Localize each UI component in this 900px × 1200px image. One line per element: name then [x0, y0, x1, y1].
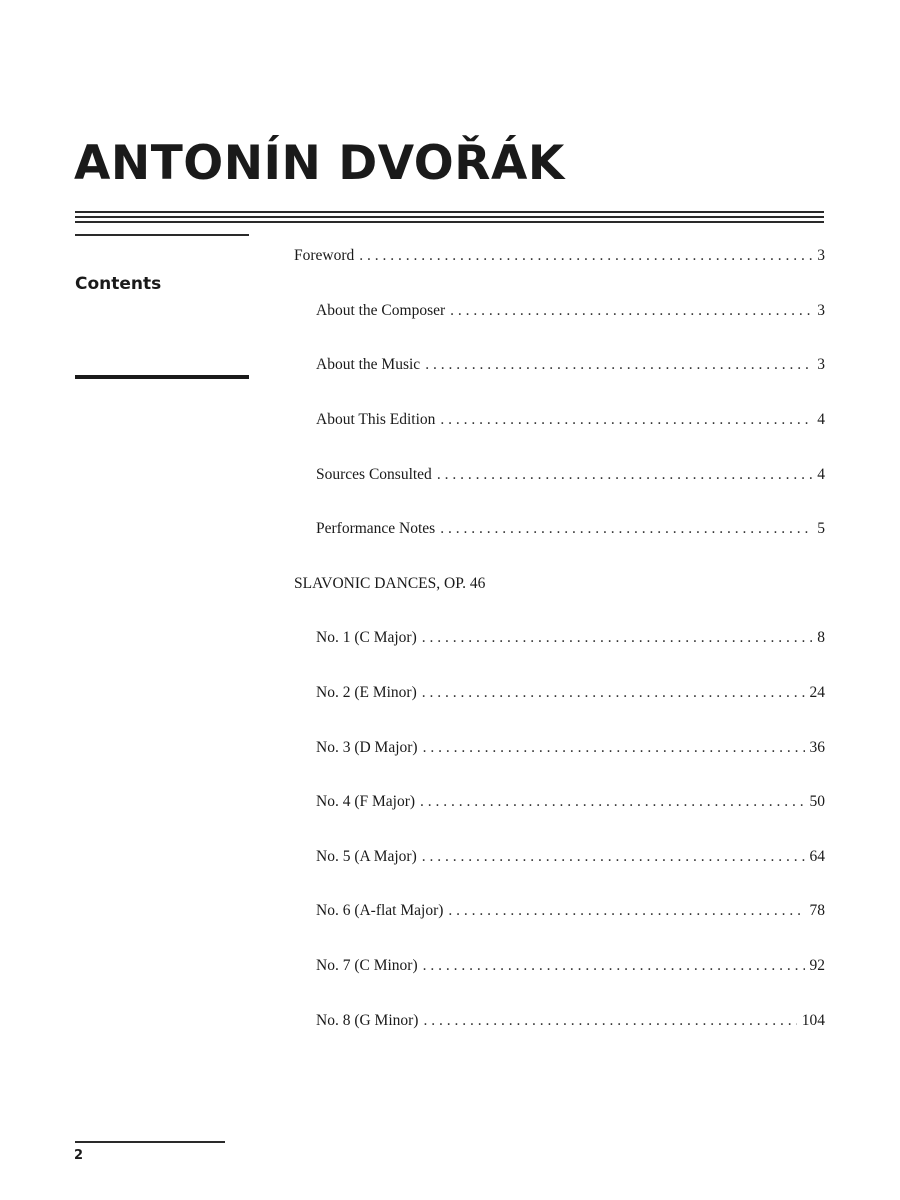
toc-entry-foreword[interactable]: [294, 229, 825, 284]
toc-entry-page: 64: [809, 847, 825, 865]
title-rule-2: [75, 216, 824, 218]
toc-dot-leader: [422, 629, 812, 647]
toc-dot-leader: [437, 466, 812, 484]
toc-entry-page: 3: [817, 301, 825, 319]
toc-entry-no-2[interactable]: [294, 666, 825, 721]
toc-entry-page: 3: [817, 247, 825, 265]
toc-entry-no-1[interactable]: [294, 611, 825, 666]
toc-entry-label: No. 6 (A-flat Major): [316, 902, 444, 920]
toc-entry-page: 8: [817, 629, 825, 647]
toc-dot-leader: [440, 520, 812, 538]
toc-entry-about-this-edition[interactable]: [294, 393, 825, 448]
toc-section-heading: [294, 557, 825, 612]
toc-entry-no-5[interactable]: [294, 830, 825, 885]
page-title: ANTONÍN DVOŘÁK: [74, 136, 565, 191]
toc-entry-page: 92: [809, 957, 825, 975]
toc-entry-no-8[interactable]: [294, 993, 825, 1048]
toc-entry-label: No. 4 (F Major): [316, 793, 416, 811]
toc-dot-leader: [423, 739, 805, 757]
contents-heading: Contents: [75, 274, 162, 294]
toc-entry-label: No. 3 (D Major): [316, 738, 418, 756]
toc-dot-leader: [448, 902, 804, 920]
table-of-contents: [294, 229, 825, 1048]
toc-entry-label: No. 1 (C Major): [316, 629, 417, 647]
toc-dot-leader: [440, 411, 812, 429]
toc-entry-label: No. 5 (A Major): [316, 847, 417, 865]
toc-dot-leader: [450, 302, 812, 320]
toc-dot-leader: [420, 793, 804, 811]
toc-entry-label: About the Music: [316, 356, 421, 374]
toc-entry-about-the-music[interactable]: [294, 338, 825, 393]
toc-entry-no-3[interactable]: [294, 720, 825, 775]
toc-entry-label: Sources Consulted: [316, 465, 432, 483]
toc-entry-no-4[interactable]: [294, 775, 825, 830]
toc-entry-label: No. 8 (G Minor): [316, 1011, 419, 1029]
toc-dot-leader: [422, 684, 805, 702]
sidebar-rule-bottom: [75, 375, 249, 379]
toc-entry-page: 36: [809, 738, 825, 756]
toc-entry-label: About This Edition: [316, 411, 436, 429]
toc-entry-page: 78: [809, 902, 825, 920]
toc-dot-leader: [423, 1012, 796, 1030]
sidebar-rule-top: [75, 234, 249, 236]
toc-dot-leader: [359, 247, 812, 265]
toc-entry-label: Performance Notes: [316, 520, 436, 538]
toc-entry-page: 104: [801, 1011, 825, 1029]
toc-dot-leader: [422, 848, 805, 866]
toc-entry-performance-notes[interactable]: [294, 502, 825, 557]
toc-entry-no-6[interactable]: [294, 884, 825, 939]
toc-entry-page: 4: [817, 411, 825, 429]
title-rule-3: [75, 221, 824, 223]
toc-entry-no-7[interactable]: [294, 939, 825, 994]
toc-entry-page: 24: [809, 684, 825, 702]
toc-entry-label: No. 7 (C Minor): [316, 957, 418, 975]
toc-entry-page: 3: [817, 356, 825, 374]
footer-rule: [75, 1141, 225, 1143]
toc-section-label: SLAVONIC DANCES, OP. 46: [294, 574, 486, 592]
toc-entry-page: 5: [817, 520, 825, 538]
toc-entry-label: No. 2 (E Minor): [316, 684, 417, 702]
toc-entry-page: 50: [809, 793, 825, 811]
page-number: 2: [74, 1148, 84, 1163]
title-rule-1: [75, 211, 824, 213]
toc-entry-sources-consulted[interactable]: [294, 447, 825, 502]
toc-entry-about-the-composer[interactable]: [294, 284, 825, 339]
toc-dot-leader: [423, 957, 805, 975]
toc-entry-page: 4: [817, 465, 825, 483]
toc-entry-label: About the Composer: [316, 301, 446, 319]
toc-dot-leader: [425, 356, 812, 374]
toc-entry-label: Foreword: [294, 247, 355, 265]
